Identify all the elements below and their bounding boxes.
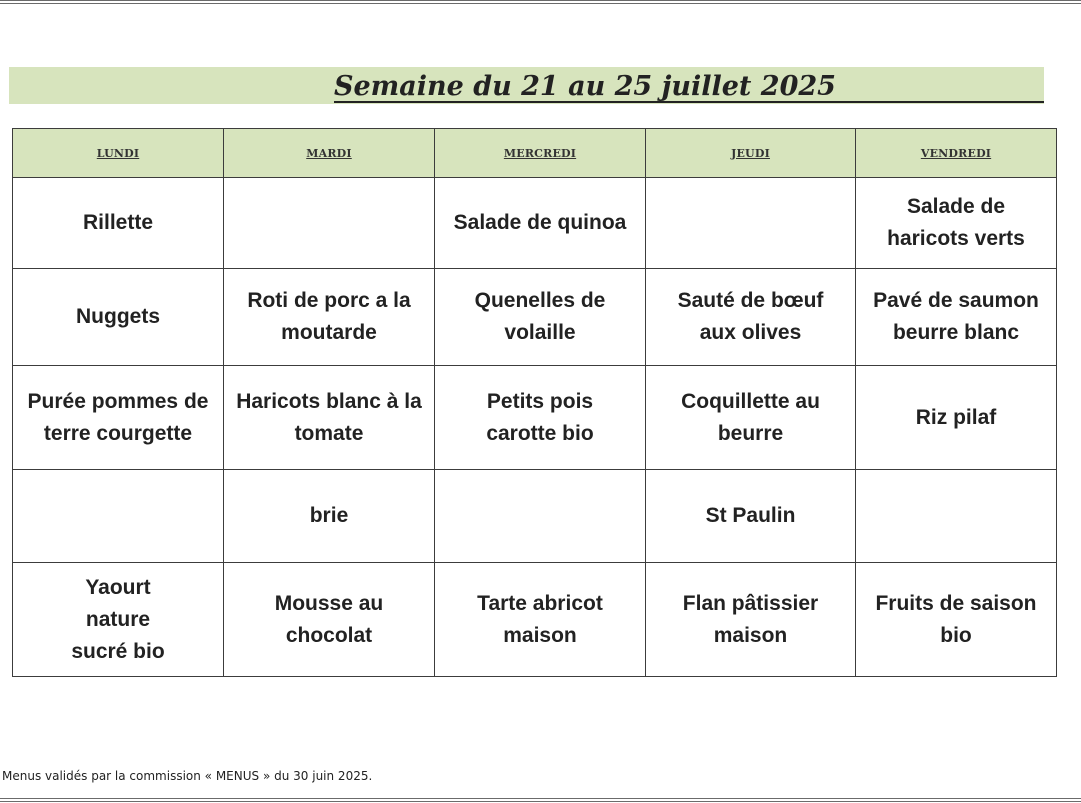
menu-cell: Nuggets (13, 269, 224, 366)
menu-cell: Purée pommes de terre courgette (13, 366, 224, 470)
table-row-accompagnement (13, 366, 1057, 470)
menu-cell: Mousse au chocolat (224, 563, 435, 677)
menu-cell: brie (224, 470, 435, 563)
day-header-vendredi: VENDREDI (856, 129, 1057, 178)
menu-cell: Salade de quinoa (435, 178, 646, 269)
menu-cell: Roti de porc a la moutarde (224, 269, 435, 366)
menu-cell: Petits pois carotte bio (435, 366, 646, 470)
day-header-jeudi: JEUDI (646, 129, 856, 178)
table-header-row (13, 129, 1057, 178)
menu-cell (646, 178, 856, 269)
menu-cell: Rillette (13, 178, 224, 269)
day-header-lundi: LUNDI (13, 129, 224, 178)
table-row-plat (13, 269, 1057, 366)
top-border-rule (0, 0, 1081, 4)
menu-cell: Riz pilaf (856, 366, 1057, 470)
table-row-entree (13, 178, 1057, 269)
page-title: Semaine du 21 au 25 juillet 2025 (334, 70, 1044, 103)
menu-cell (13, 470, 224, 563)
weekly-menu-table (12, 128, 1057, 677)
day-header-mardi: MARDI (224, 129, 435, 178)
menu-cell: Quenelles de volaille (435, 269, 646, 366)
bottom-border-rule (0, 798, 1081, 802)
table-row-dessert (13, 563, 1057, 677)
menu-cell: Fruits de saison bio (856, 563, 1057, 677)
menu-cell: Salade de haricots verts (856, 178, 1057, 269)
menu-cell (856, 470, 1057, 563)
footnote: Menus validés par la commission « MENUS » du 30 juin 2025. (2, 769, 373, 783)
menu-cell: Coquillette au beurre (646, 366, 856, 470)
menu-cell: Tarte abricot maison (435, 563, 646, 677)
menu-cell: Sauté de bœuf aux olives (646, 269, 856, 366)
menu-cell (224, 178, 435, 269)
menu-cell: Flan pâtissier maison (646, 563, 856, 677)
table-row-fromage (13, 470, 1057, 563)
menu-cell: Yaourt nature sucré bio (13, 563, 224, 677)
menu-cell: St Paulin (646, 470, 856, 563)
menu-cell (435, 470, 646, 563)
day-header-mercredi: MERCREDI (435, 129, 646, 178)
menu-cell: Pavé de saumon beurre blanc (856, 269, 1057, 366)
menu-cell: Haricots blanc à la tomate (224, 366, 435, 470)
